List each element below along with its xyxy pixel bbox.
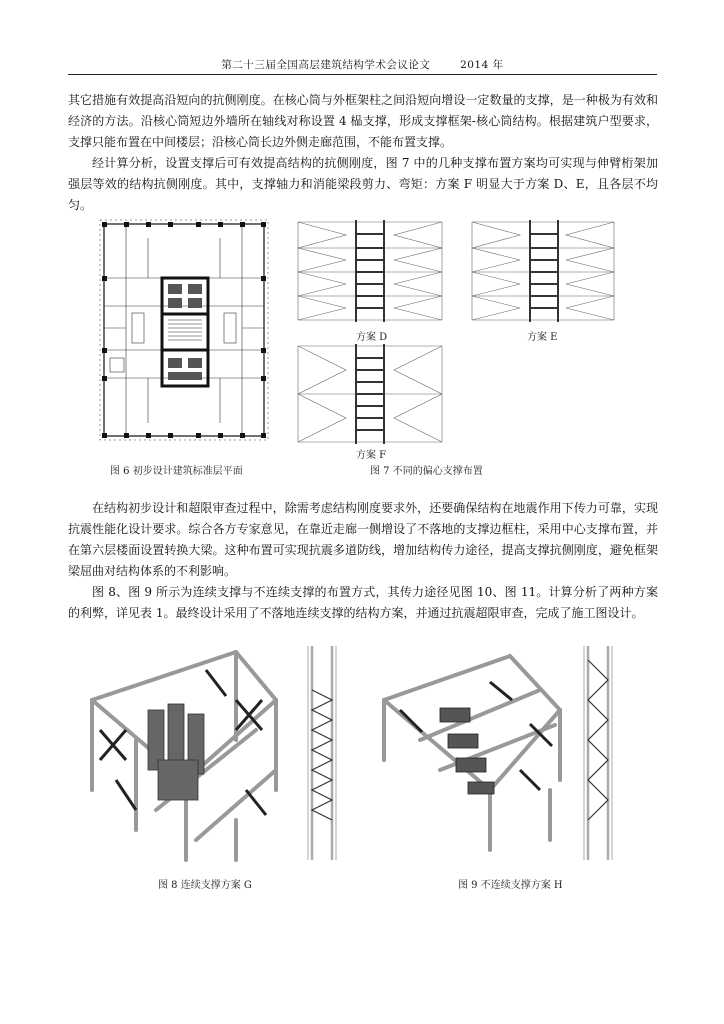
header-year: 2014 年 <box>460 59 504 71</box>
figure-8-continuous-bracing-model <box>86 640 356 865</box>
figure-7-caption: 图 7 不同的偏心支撑布置 <box>370 466 483 477</box>
paragraph-4: 图 8、图 9 所示为连续支撑与不连续支撑的布置方式，其传力途径见图 10、图 11。计算分析了两种方案的利弊，详见表 1。最终设计采用了不落地连续支撑的结构方案，并通过抗震超限审查，完成了施工图设计。 <box>68 585 658 620</box>
header-title: 第二十三届全国高层建筑结构学术会议论文 <box>221 59 431 71</box>
figure-7-bracing-schemes <box>296 220 616 452</box>
figure-9-caption: 图 9 不连续支撑方案 H <box>458 880 563 891</box>
paragraph-3: 在结构初步设计和超限审查过程中，除需考虑结构刚度要求外，还要确保结构在地震作用下传力可靠，实现抗震性能化设计要求。综合各方专家意见，在靠近走廊一侧增设了不落地的支撑边框柱，采用中心支撑布置，并在第六层楼面设置转换大梁。这种布置可实现抗震多道防线，增加结构传力途径，提高支撑抗侧刚度，避免框架梁屈曲对结构体系的不利影响。 <box>68 501 658 578</box>
figure-6-floor-plan <box>96 218 274 444</box>
scheme-d-label: 方案 D <box>356 332 388 343</box>
paragraph-1: 其它措施有效提高沿短向的抗侧刚度。在核心筒与外框架柱之间沿短向增设一定数量的支撑，是一种极为有效和经济的方法。沿核心筒短边外墙所在轴线对称设置 4 榀支撑，形成支撑框架-核心筒结构。根据建筑户型要求，支撑只能布置在中间楼层；沿核心筒长边外侧走廊范围，不能布置支撑。 <box>68 93 658 149</box>
header-rule <box>68 74 657 75</box>
running-header <box>68 57 657 73</box>
figure-9-discontinuous-bracing-model <box>380 640 650 865</box>
figure-6-caption: 图 6 初步设计建筑标准层平面 <box>110 466 243 477</box>
figure-8-caption: 图 8 连续支撑方案 G <box>158 880 252 891</box>
scheme-f-label: 方案 F <box>356 450 387 461</box>
paragraph-2: 经计算分析，设置支撑后可有效提高结构的抗侧刚度，图 7 中的几种支撑布置方案均可实现与伸臂桁架加强层等效的结构抗侧刚度。其中，支撑轴力和消能梁段剪力、弯矩：方案 F 明显大于方案 D、E，且各层不均匀。 <box>68 156 658 212</box>
scheme-e-label: 方案 E <box>527 332 558 343</box>
